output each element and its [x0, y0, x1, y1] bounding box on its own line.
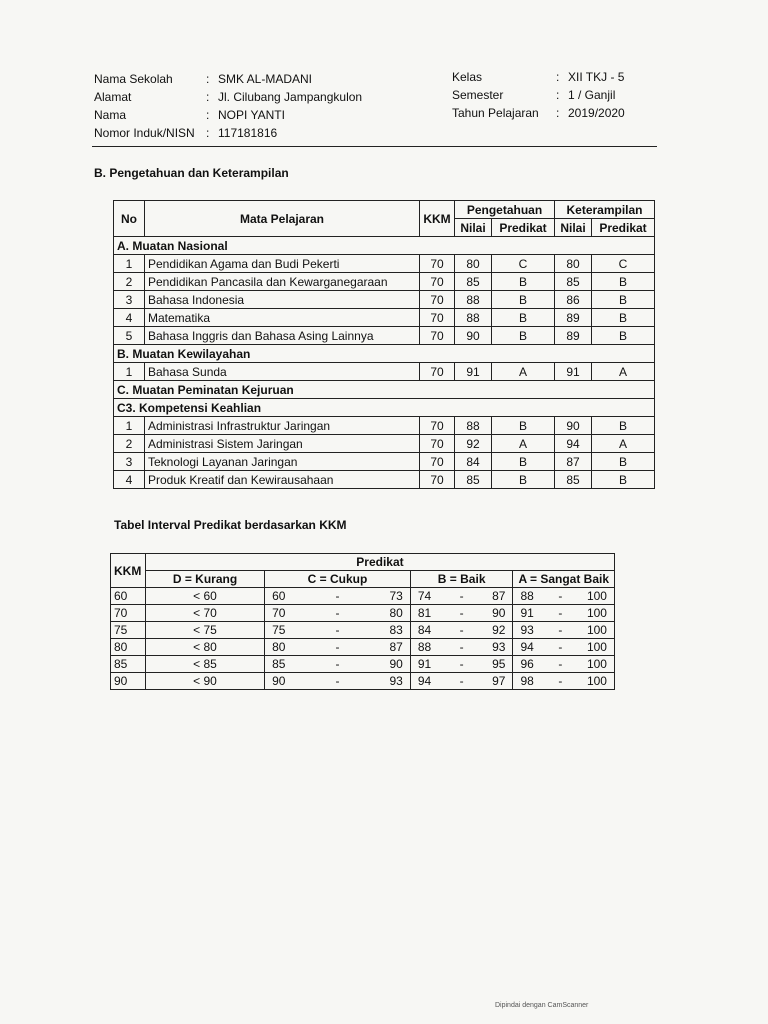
knowledge-score: 84 — [455, 453, 492, 471]
interval-a — [513, 656, 615, 673]
skill-score: 89 — [555, 309, 592, 327]
info-row-name: Nama : NOPI YANTI — [94, 108, 285, 122]
row-number: 2 — [114, 273, 145, 291]
interval-a-to: 100 — [586, 674, 607, 688]
info-label: Nomor Induk/NISN — [94, 126, 195, 140]
interval-b-range — [414, 657, 510, 671]
interval-c-range — [268, 657, 407, 671]
table-row — [114, 255, 655, 273]
skill-score: 85 — [555, 273, 592, 291]
info-label: Semester — [452, 88, 504, 102]
interval-a-to: 100 — [586, 623, 607, 637]
subject-name: Bahasa Indonesia — [145, 291, 420, 309]
interval-b-range — [414, 674, 510, 688]
subject-name: Administrasi Infrastruktur Jaringan — [145, 417, 420, 435]
interval-a-from: 98 — [520, 674, 534, 688]
table-row — [114, 417, 655, 435]
interval-b-to: 90 — [492, 606, 506, 620]
header-skill: Keterampilan — [555, 201, 655, 219]
subject-name: Teknologi Layanan Jaringan — [145, 453, 420, 471]
interval-c-to: 87 — [389, 640, 403, 654]
interval-row — [111, 656, 615, 673]
info-label: Alamat — [94, 90, 132, 104]
interval-row — [111, 639, 615, 656]
range-dash: - — [558, 589, 563, 603]
interval-c-from: 80 — [272, 640, 286, 654]
header-divider — [92, 146, 657, 147]
skill-predicate: B — [592, 453, 655, 471]
interval-c — [265, 588, 411, 605]
interval-header-c: C = Cukup — [265, 571, 411, 588]
interval-a-from: 96 — [520, 657, 534, 671]
range-dash: - — [558, 623, 563, 637]
student-info-left — [94, 70, 362, 142]
info-row-semester: Semester : 1 / Ganjil — [452, 88, 616, 102]
range-dash: - — [459, 623, 464, 637]
info-row-class: Kelas : XII TKJ - 5 — [452, 70, 625, 84]
table-row — [114, 471, 655, 489]
group-title: C3. Kompetensi Keahlian — [114, 399, 655, 417]
interval-header-d: D = Kurang — [145, 571, 264, 588]
interval-b — [410, 639, 513, 656]
range-dash: - — [558, 640, 563, 654]
skill-predicate: C — [592, 255, 655, 273]
subject-name: Pendidikan Agama dan Budi Pekerti — [145, 255, 420, 273]
interval-b-to: 92 — [492, 623, 506, 637]
interval-c-to: 83 — [389, 623, 403, 637]
skill-predicate: B — [592, 309, 655, 327]
interval-subheader-row — [111, 571, 615, 588]
subject-name: Pendidikan Pancasila dan Kewarganegaraan — [145, 273, 420, 291]
info-row-address: Alamat : Jl. Cilubang Jampangkulon — [94, 90, 363, 104]
header-no: No — [114, 201, 145, 237]
header-skill-score: Nilai — [555, 219, 592, 237]
knowledge-predicate: B — [492, 417, 555, 435]
group-title: A. Muatan Nasional — [114, 237, 655, 255]
interval-header-kkm: KKM — [111, 554, 146, 588]
subject-name: Matematika — [145, 309, 420, 327]
interval-c-range — [268, 606, 407, 620]
skill-predicate: B — [592, 291, 655, 309]
knowledge-score: 85 — [455, 471, 492, 489]
header-knowledge: Pengetahuan — [455, 201, 555, 219]
kkm-value: 70 — [420, 417, 455, 435]
knowledge-score: 85 — [455, 273, 492, 291]
interval-header-row — [111, 554, 615, 571]
skill-score: 91 — [555, 363, 592, 381]
range-dash: - — [459, 657, 464, 671]
interval-b — [410, 622, 513, 639]
interval-a-to: 100 — [586, 589, 607, 603]
info-value: Jl. Cilubang Jampangkulon — [218, 90, 363, 104]
info-value: SMK AL-MADANI — [218, 72, 313, 86]
interval-row — [111, 588, 615, 605]
range-dash: - — [335, 589, 340, 603]
interval-row — [111, 605, 615, 622]
group-row — [114, 237, 655, 255]
interval-header-a: A = Sangat Baik — [513, 571, 615, 588]
interval-c-range — [268, 623, 407, 637]
table-row — [114, 363, 655, 381]
interval-kkm: 80 — [111, 639, 146, 656]
interval-c — [265, 622, 411, 639]
info-value: 1 / Ganjil — [568, 88, 616, 102]
info-row-nisn: Nomor Induk/NISN : 117181816 — [94, 126, 278, 140]
group-row — [114, 399, 655, 417]
info-value: NOPI YANTI — [218, 108, 285, 122]
interval-a-range — [516, 589, 611, 603]
interval-c-range — [268, 674, 407, 688]
interval-a-to: 100 — [586, 640, 607, 654]
kkm-value: 70 — [420, 363, 455, 381]
range-dash: - — [335, 640, 340, 654]
kkm-value: 70 — [420, 471, 455, 489]
interval-c — [265, 605, 411, 622]
interval-b — [410, 673, 513, 690]
interval-b-range — [414, 623, 510, 637]
interval-a-range — [516, 606, 611, 620]
interval-a-to: 100 — [586, 657, 607, 671]
row-number: 2 — [114, 435, 145, 453]
interval-b — [410, 656, 513, 673]
knowledge-predicate: B — [492, 291, 555, 309]
skill-score: 85 — [555, 471, 592, 489]
interval-b-from: 94 — [417, 674, 432, 688]
interval-a — [513, 639, 615, 656]
interval-c-from: 70 — [272, 606, 286, 620]
interval-b-to: 95 — [492, 657, 506, 671]
student-info-right — [452, 68, 625, 122]
row-number: 5 — [114, 327, 145, 345]
interval-c-range — [268, 589, 407, 603]
info-label: Kelas — [452, 70, 483, 84]
knowledge-predicate: C — [492, 255, 555, 273]
interval-d: < 85 — [145, 656, 264, 673]
interval-b-to: 93 — [492, 640, 506, 654]
header-kkm: KKM — [420, 201, 455, 237]
skill-predicate: B — [592, 327, 655, 345]
interval-b-to: 97 — [492, 674, 506, 688]
skill-predicate: B — [592, 417, 655, 435]
interval-d: < 90 — [145, 673, 264, 690]
skill-score: 94 — [555, 435, 592, 453]
header-knowledge-score: Nilai — [455, 219, 492, 237]
interval-kkm: 90 — [111, 673, 146, 690]
interval-b-range — [414, 640, 510, 654]
row-number: 4 — [114, 309, 145, 327]
group-title: B. Muatan Kewilayahan — [114, 345, 655, 363]
kkm-value: 70 — [420, 255, 455, 273]
table-row — [114, 327, 655, 345]
info-value: XII TKJ - 5 — [568, 70, 625, 84]
header-skill-predicate: Predikat — [592, 219, 655, 237]
header-knowledge-predicate: Predikat — [492, 219, 555, 237]
info-label: Nama Sekolah — [94, 72, 173, 86]
range-dash: - — [558, 657, 563, 671]
interval-a-to: 100 — [586, 606, 607, 620]
kkm-value: 70 — [420, 435, 455, 453]
interval-d: < 75 — [145, 622, 264, 639]
skill-predicate: B — [592, 273, 655, 291]
skill-score: 89 — [555, 327, 592, 345]
subject-name: Bahasa Sunda — [145, 363, 420, 381]
interval-a-range — [516, 640, 611, 654]
section-b-title: B. Pengetahuan dan Keterampilan — [94, 166, 289, 180]
info-value: 117181816 — [218, 126, 278, 140]
table-row — [114, 273, 655, 291]
interval-a-from: 94 — [520, 640, 534, 654]
interval-b-from: 88 — [417, 640, 432, 654]
kkm-value: 70 — [420, 327, 455, 345]
knowledge-predicate: B — [492, 327, 555, 345]
interval-c — [265, 639, 411, 656]
interval-c — [265, 673, 411, 690]
interval-c-range — [268, 640, 407, 654]
row-number: 1 — [114, 363, 145, 381]
interval-a-from: 88 — [520, 589, 534, 603]
interval-a — [513, 622, 615, 639]
interval-b-range — [414, 606, 510, 620]
interval-kkm: 70 — [111, 605, 146, 622]
info-row-year: Tahun Pelajaran : 2019/2020 — [452, 106, 625, 120]
range-dash: - — [335, 623, 340, 637]
interval-a — [513, 673, 615, 690]
interval-kkm: 75 — [111, 622, 146, 639]
row-number: 4 — [114, 471, 145, 489]
interval-a-range — [516, 674, 611, 688]
kkm-value: 70 — [420, 453, 455, 471]
interval-c-to: 80 — [389, 606, 403, 620]
knowledge-score: 91 — [455, 363, 492, 381]
interval-c-to: 93 — [389, 674, 403, 688]
interval-table — [110, 553, 615, 690]
knowledge-predicate: A — [492, 363, 555, 381]
knowledge-score: 88 — [455, 309, 492, 327]
range-dash: - — [459, 674, 464, 688]
interval-kkm: 85 — [111, 656, 146, 673]
kkm-value: 70 — [420, 273, 455, 291]
knowledge-score: 88 — [455, 417, 492, 435]
interval-header-predikat: Predikat — [145, 554, 614, 571]
interval-row — [111, 673, 615, 690]
grades-table — [113, 200, 655, 489]
range-dash: - — [459, 606, 464, 620]
interval-a-range — [516, 657, 611, 671]
interval-a-from: 91 — [520, 606, 534, 620]
interval-c-from: 60 — [272, 589, 286, 603]
range-dash: - — [558, 606, 563, 620]
interval-a-from: 93 — [520, 623, 534, 637]
skill-predicate: B — [592, 471, 655, 489]
interval-a — [513, 588, 615, 605]
knowledge-predicate: A — [492, 435, 555, 453]
info-row-school: Nama Sekolah : SMK AL-MADANI — [94, 72, 313, 86]
table-row — [114, 291, 655, 309]
range-dash: - — [459, 640, 464, 654]
interval-c-from: 90 — [272, 674, 286, 688]
knowledge-predicate: B — [492, 273, 555, 291]
skill-score: 80 — [555, 255, 592, 273]
knowledge-score: 80 — [455, 255, 492, 273]
interval-b-range — [414, 589, 510, 603]
knowledge-score: 88 — [455, 291, 492, 309]
range-dash: - — [335, 657, 340, 671]
interval-b-to: 87 — [492, 589, 506, 603]
knowledge-predicate: B — [492, 309, 555, 327]
scanner-footer: Dipindai dengan CamScanner — [495, 1002, 589, 1009]
grades-header-row — [114, 201, 655, 219]
row-number: 3 — [114, 291, 145, 309]
interval-d: < 70 — [145, 605, 264, 622]
knowledge-score: 92 — [455, 435, 492, 453]
interval-b-from: 81 — [417, 606, 432, 620]
kkm-value: 70 — [420, 291, 455, 309]
interval-b-from: 84 — [417, 623, 432, 637]
interval-body — [111, 588, 615, 690]
interval-row — [111, 622, 615, 639]
subject-name: Produk Kreatif dan Kewirausahaan — [145, 471, 420, 489]
interval-c-from: 75 — [272, 623, 286, 637]
interval-header-b: B = Baik — [410, 571, 513, 588]
skill-score: 90 — [555, 417, 592, 435]
knowledge-predicate: B — [492, 471, 555, 489]
interval-b-from: 74 — [417, 589, 432, 603]
interval-b-from: 91 — [417, 657, 432, 671]
table-row — [114, 453, 655, 471]
interval-d: < 60 — [145, 588, 264, 605]
group-title: C. Muatan Peminatan Kejuruan — [114, 381, 655, 399]
info-value: 2019/2020 — [568, 106, 625, 120]
skill-predicate: A — [592, 435, 655, 453]
kkm-value: 70 — [420, 309, 455, 327]
interval-b — [410, 605, 513, 622]
range-dash: - — [459, 589, 464, 603]
interval-c-to: 73 — [389, 589, 403, 603]
knowledge-score: 90 — [455, 327, 492, 345]
table-row — [114, 435, 655, 453]
skill-score: 86 — [555, 291, 592, 309]
interval-c-to: 90 — [389, 657, 403, 671]
subject-name: Bahasa Inggris dan Bahasa Asing Lainnya — [145, 327, 420, 345]
table-row — [114, 309, 655, 327]
grades-body — [114, 237, 655, 489]
knowledge-predicate: B — [492, 453, 555, 471]
info-label: Nama — [94, 108, 127, 122]
row-number: 1 — [114, 417, 145, 435]
row-number: 1 — [114, 255, 145, 273]
group-row — [114, 381, 655, 399]
range-dash: - — [335, 674, 340, 688]
skill-predicate: A — [592, 363, 655, 381]
skill-score: 87 — [555, 453, 592, 471]
info-label: Tahun Pelajaran — [452, 106, 539, 120]
row-number: 3 — [114, 453, 145, 471]
header-subject: Mata Pelajaran — [145, 201, 420, 237]
interval-a-range — [516, 623, 611, 637]
interval-c — [265, 656, 411, 673]
group-row — [114, 345, 655, 363]
range-dash: - — [335, 606, 340, 620]
interval-b — [410, 588, 513, 605]
interval-d: < 80 — [145, 639, 264, 656]
interval-c-from: 85 — [272, 657, 286, 671]
interval-a — [513, 605, 615, 622]
interval-kkm: 60 — [111, 588, 146, 605]
subject-name: Administrasi Sistem Jaringan — [145, 435, 420, 453]
interval-table-title: Tabel Interval Predikat berdasarkan KKM — [114, 518, 347, 532]
range-dash: - — [558, 674, 563, 688]
